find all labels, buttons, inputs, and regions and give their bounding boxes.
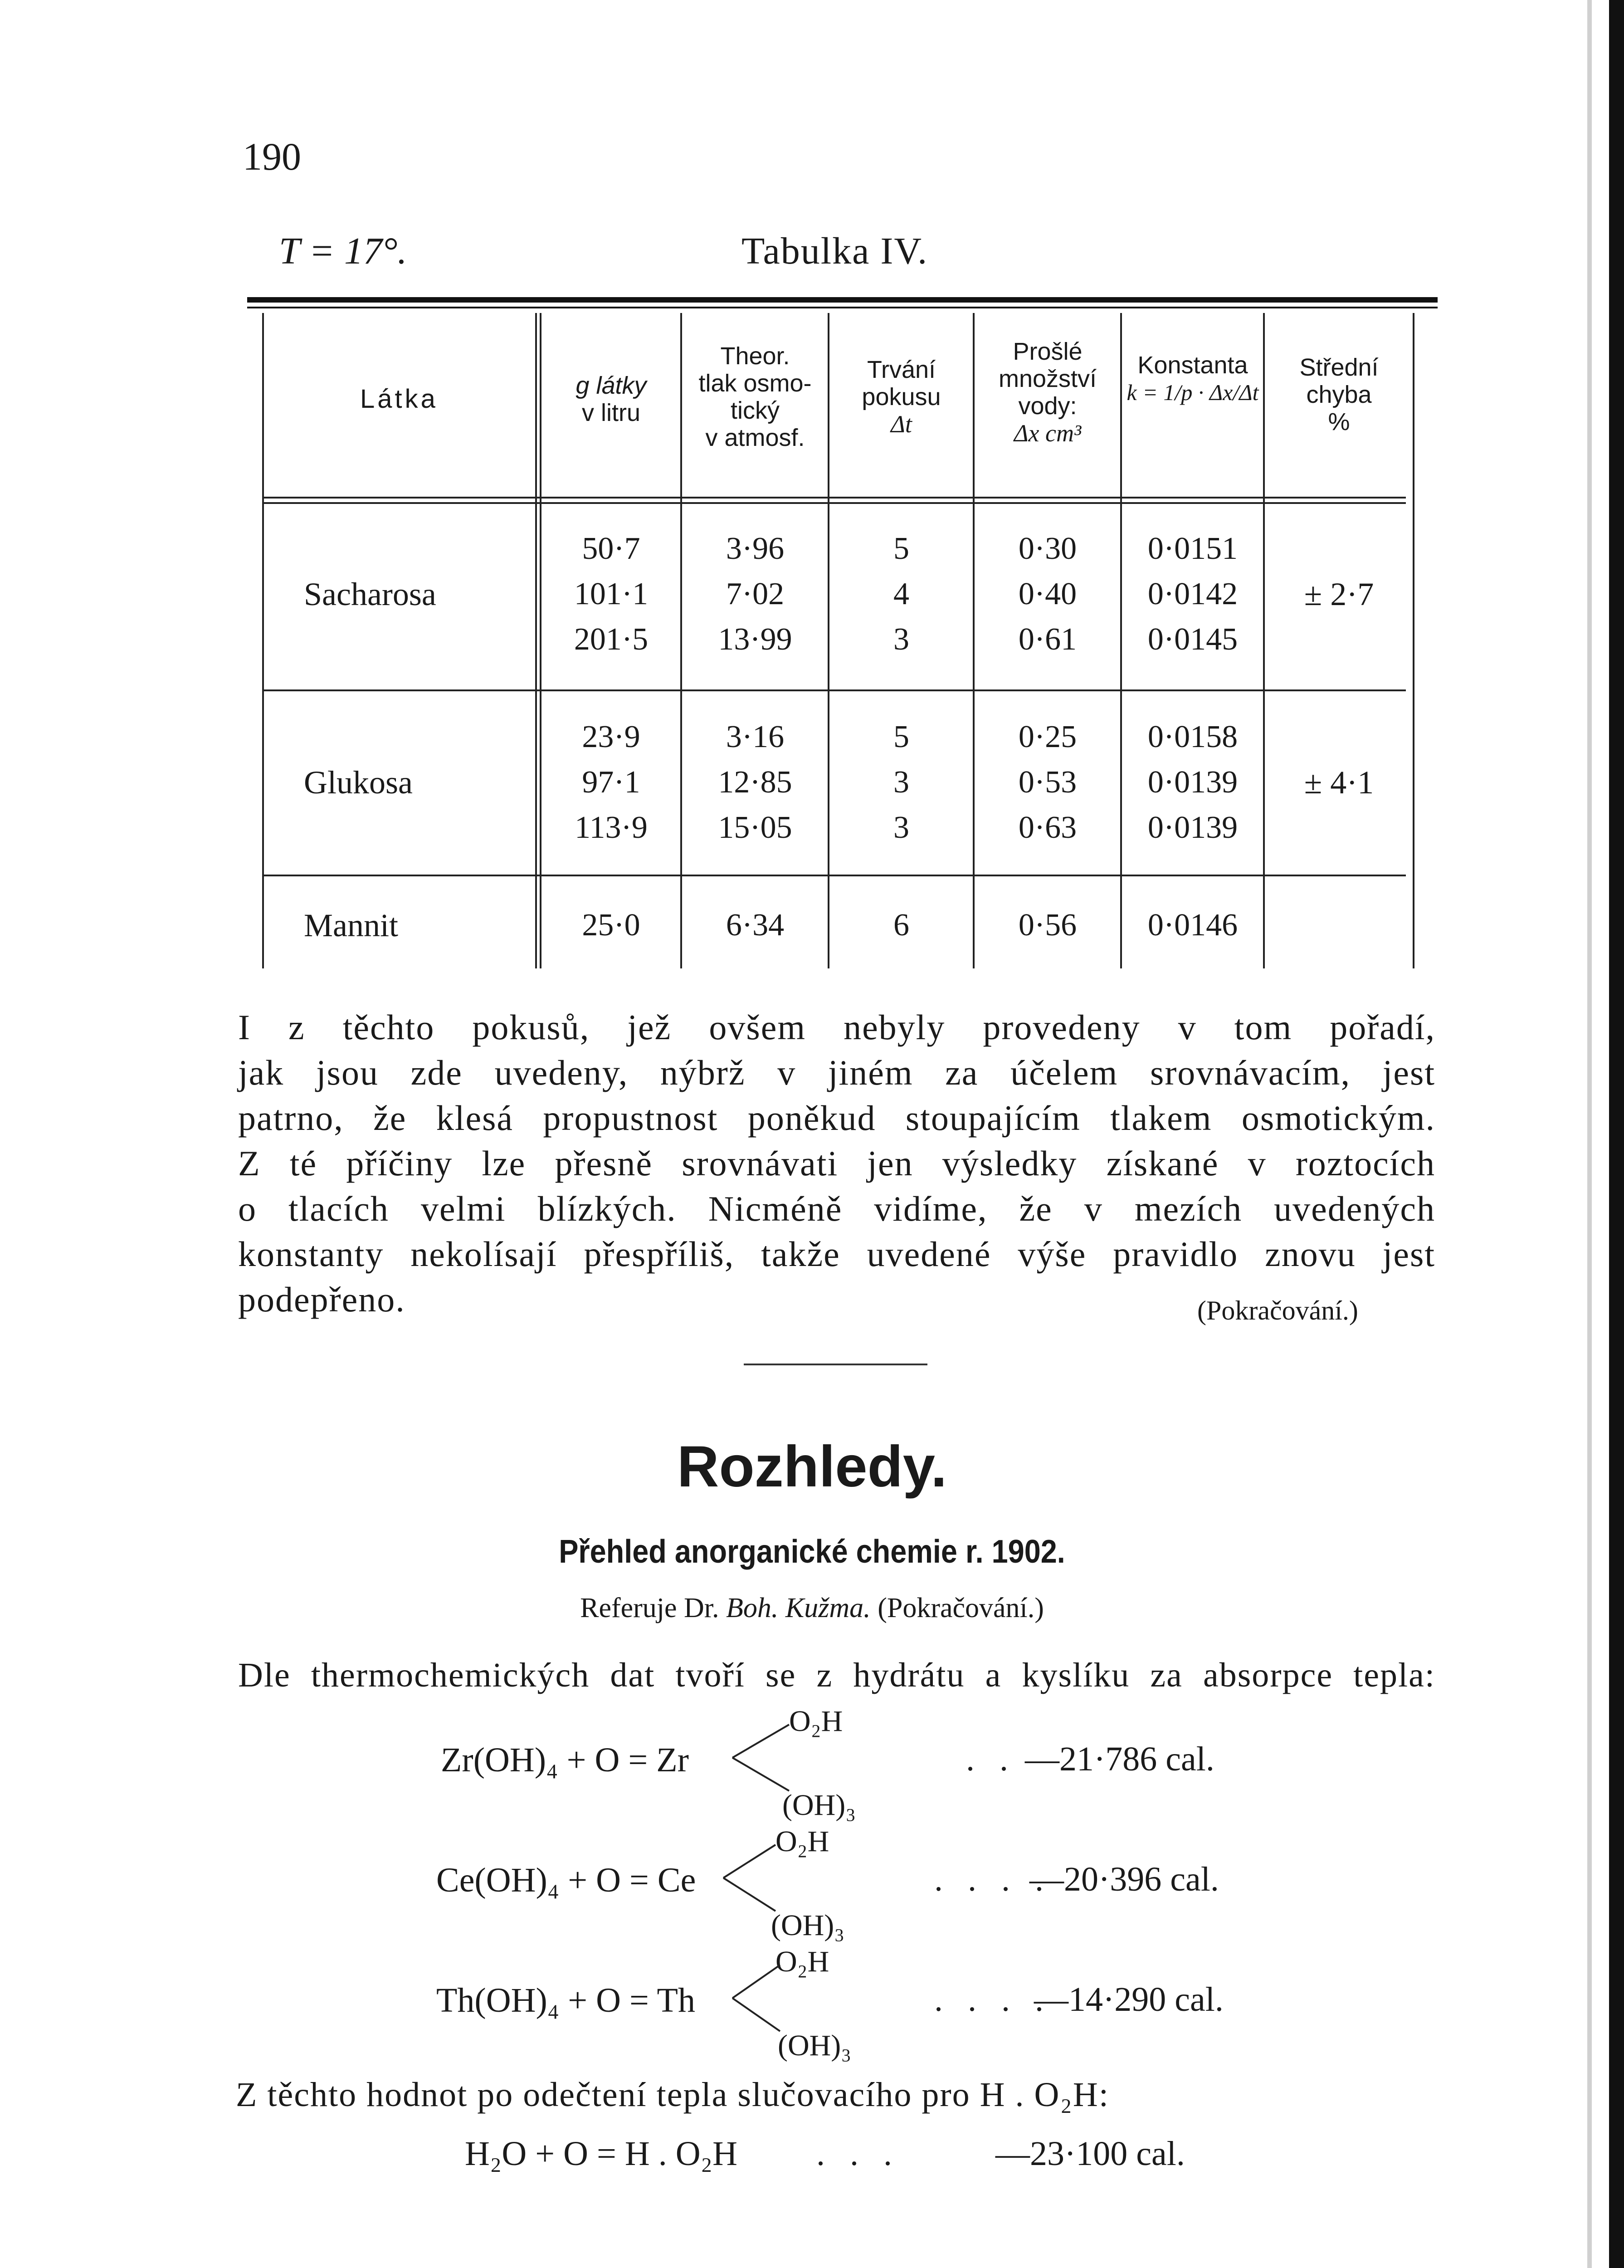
cell-tlak: 13·99 (718, 622, 792, 657)
eq2-bond-lines (721, 1844, 780, 1912)
eq1-lower: (OH)₃ (782, 1789, 856, 1822)
page-number: 190 (243, 135, 301, 178)
cell-g: 25·0 (582, 908, 640, 943)
eq3-upper: O₂H (775, 1945, 829, 1978)
cell-mnozstvi: 0·40 (1018, 577, 1077, 611)
cell-g: 101·1 (574, 577, 649, 611)
error-sacharosa: ± 2·7 (1304, 576, 1374, 612)
table-vline-2 (680, 313, 682, 968)
section-divider (744, 1364, 927, 1365)
paragraph-line: o tlacích velmi blízkých. Nicméně vidíme, že v mezích uvedených (238, 1189, 1435, 1228)
eq3-lhs: Th(OH)₄ + O = Th (436, 1981, 695, 2019)
table-vline-3 (828, 313, 829, 968)
group-rule-1 (263, 689, 1406, 691)
cell-tlak: 7·02 (726, 577, 785, 611)
cell-mnozstvi: 0·61 (1018, 622, 1077, 657)
cell-konstanta: 0·0158 (1147, 719, 1238, 754)
cell-tlak: 12·85 (718, 765, 792, 800)
cell-konstanta: 0·0142 (1147, 577, 1238, 611)
cell-trvani: 3 (893, 765, 909, 800)
article-title: Přehled anorganické chemie r. 1902. (559, 1534, 1065, 1570)
table-title: Tabulka IV. (741, 230, 928, 272)
eq2-value: —20·396 cal. (1029, 1860, 1219, 1898)
cell-g: 201·5 (574, 622, 649, 657)
header-rule-1 (263, 497, 1406, 499)
paragraph-line: podepřeno. (238, 1280, 405, 1319)
eq2-lower: (OH)₃ (771, 1909, 845, 1942)
final-equation-dots: . . . (816, 2135, 900, 2173)
cell-tlak: 3·16 (726, 719, 785, 754)
cell-konstanta: 0·0146 (1147, 908, 1238, 943)
cell-trvani: 3 (893, 810, 909, 845)
header-rule-2 (263, 502, 1406, 504)
eq1-bond-lines (730, 1724, 794, 1792)
paragraph-line: jak jsou zde uvedeny, nýbrž v jiném za účelem srovnávacím, jest (238, 1053, 1435, 1092)
table-vline-right (1413, 313, 1414, 968)
substance-sacharosa: Sacharosa (304, 576, 436, 612)
final-equation-lhs: H₂O + O = H . O₂H (465, 2135, 738, 2173)
cell-konstanta: 0·0139 (1147, 765, 1238, 800)
continuation-note: (Pokračování.) (1197, 1295, 1358, 1325)
body-paragraph (238, 1005, 1435, 1322)
table-vline-6 (1263, 313, 1265, 968)
table-vline-1a (535, 313, 537, 968)
paragraph-line: Z té příčiny lze přesně srovnávati jen výsledky získané v roztocích (238, 1144, 1435, 1183)
cell-tlak: 6·34 (726, 908, 785, 943)
header-g: g látky v litru (575, 372, 647, 426)
cell-g: 113·9 (575, 810, 648, 845)
page-shadow (1587, 0, 1592, 2268)
eq1-upper: O₂H (789, 1705, 843, 1738)
paragraph-line: patrno, že klesá propustnost poněkud stoupajícím tlakem osmotickým. (238, 1098, 1435, 1138)
eq3-bond-lines (730, 1964, 785, 2032)
error-glukosa: ± 4·1 (1304, 764, 1374, 801)
group-rule-2 (263, 875, 1406, 876)
final-line: Z těchto hodnot po odečtení tepla slučovacího pro H . O₂H: (236, 2076, 1109, 2114)
header-latka: Látka (360, 384, 438, 414)
eq2-dots: . . . . (934, 1860, 1052, 1898)
cell-trvani: 4 (893, 577, 909, 611)
intro-line: Dle thermochemických dat tvoří se z hydrátu a kyslíku za absorpce tepla: (238, 1656, 1435, 1694)
cell-mnozstvi: 0·25 (1018, 719, 1077, 754)
table-top-rule-thin (247, 307, 1438, 308)
paragraph-line: I z těchto pokusů, jež ovšem nebyly provedeny v tom pořadí, (238, 1007, 1435, 1047)
cell-trvani: 5 (893, 719, 909, 754)
eq2-upper: O₂H (775, 1825, 829, 1858)
cell-mnozstvi: 0·56 (1018, 908, 1077, 943)
section-title: Rozhledy. (677, 1434, 947, 1499)
substance-glukosa: Glukosa (304, 764, 413, 801)
eq3-lower: (OH)₃ (778, 2029, 852, 2062)
temperature-label: T = 17°. (279, 230, 407, 272)
cell-mnozstvi: 0·63 (1018, 810, 1077, 845)
header-chyba: Střední chyba % (1299, 354, 1379, 435)
eq1-dots: . . (966, 1740, 1016, 1778)
table-vline-4 (973, 313, 975, 968)
header-prosle: Prošlé množství vody: Δx cm³ (998, 338, 1097, 447)
cell-g: 23·9 (582, 719, 640, 754)
paragraph-line: konstanty nekolísají přespříliš, takže uvedené výše pravidlo znovu jest (238, 1234, 1435, 1274)
header-konstanta: Konstanta k = 1/p · Δx/Δt (1127, 352, 1259, 405)
eq3-value: —14·290 cal. (1034, 1980, 1224, 2019)
cell-tlak: 15·05 (718, 810, 792, 845)
cell-trvani: 3 (893, 622, 909, 657)
cell-konstanta: 0·0151 (1147, 531, 1238, 566)
eq1-lhs: Zr(OH)₄ + O = Zr (441, 1741, 689, 1779)
table-top-rule (247, 297, 1438, 303)
table-vline-1b (540, 313, 541, 968)
cell-trvani: 5 (893, 531, 909, 566)
header-theor: Theor. tlak osmo- tický v atmosf. (698, 342, 812, 451)
header-trvani: Trvání pokusu Δt (862, 356, 941, 438)
table-vline-left (262, 313, 264, 968)
cell-tlak: 3·96 (726, 531, 785, 566)
eq3-dots: . . . . (934, 1980, 1052, 2019)
final-equation-value: —23·100 cal. (995, 2135, 1185, 2173)
substance-mannit: Mannit (304, 907, 398, 943)
eq1-value: —21·786 cal. (1025, 1740, 1214, 1778)
cell-konstanta: 0·0145 (1147, 622, 1238, 657)
cell-mnozstvi: 0·53 (1018, 765, 1077, 800)
cell-g: 50·7 (582, 531, 640, 566)
cell-trvani: 6 (893, 908, 909, 943)
cell-konstanta: 0·0139 (1147, 810, 1238, 845)
cell-mnozstvi: 0·30 (1018, 531, 1077, 566)
table-vline-5 (1120, 313, 1122, 968)
cell-g: 97·1 (582, 765, 640, 800)
byline: Referuje Dr. Boh. Kužma. (Pokračování.) (580, 1593, 1044, 1623)
page-edge (1609, 0, 1624, 2268)
eq2-lhs: Ce(OH)₄ + O = Ce (436, 1861, 696, 1899)
